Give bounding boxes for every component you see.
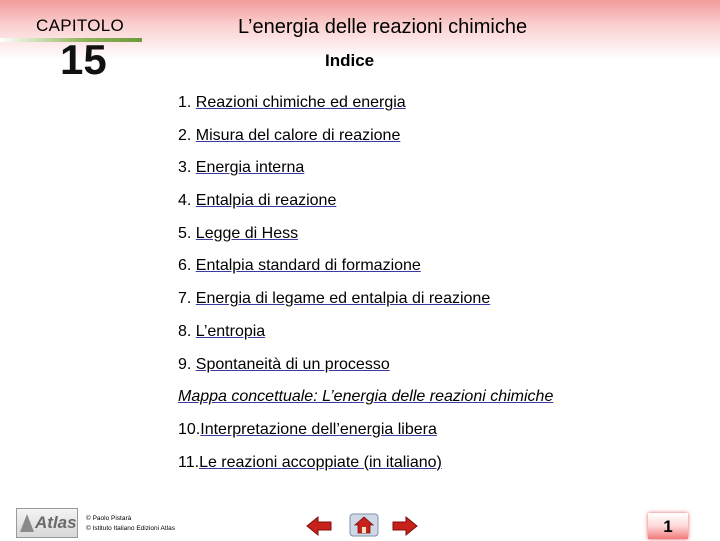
toc-item-number: 5. <box>178 224 196 242</box>
toc-item-number: 6. <box>178 257 196 275</box>
arrow-right-icon <box>391 515 419 537</box>
chapter-number: 15 <box>60 36 107 83</box>
page-title: L’energia delle reazioni chimiche <box>238 16 528 38</box>
atlas-logo <box>16 508 78 538</box>
toc-link-8[interactable]: L’entropia <box>195 322 266 340</box>
toc-item-5 <box>178 225 553 258</box>
table-of-contents <box>178 94 553 486</box>
toc-link-4[interactable]: Entalpia di reazione <box>195 192 337 210</box>
toc-item-number: 2. <box>178 126 196 144</box>
chapter-label: CAPITOLO <box>36 16 125 35</box>
home-button[interactable] <box>349 513 379 537</box>
toc-link-10[interactable]: Interpretazione dell’energia libera <box>200 420 437 438</box>
toc-item-11 <box>178 454 553 487</box>
credit-author: © Paolo Pistarà <box>86 515 132 522</box>
toc-item-number: 4. <box>178 192 196 210</box>
toc-link-6[interactable]: Entalpia standard di formazione <box>195 257 421 275</box>
toc-item-7 <box>178 290 553 323</box>
logo-mark-icon <box>20 514 34 532</box>
toc-item-2 <box>178 127 553 160</box>
toc-link-3[interactable]: Energia interna <box>195 159 305 177</box>
credits <box>86 514 175 534</box>
toc-link-concept-map[interactable]: Mappa concettuale: L’energia delle reazioni chimiche <box>178 388 554 406</box>
logo-text: Atlas <box>35 513 77 532</box>
page-subtitle: Indice <box>325 51 375 70</box>
toc-item-number: 9. <box>178 355 196 373</box>
toc-item-1 <box>178 94 553 127</box>
credit-publisher: © Istituto Italiano Edizioni Atlas <box>86 525 175 532</box>
toc-item-9 <box>178 356 553 389</box>
toc-item-3 <box>178 159 553 192</box>
toc-item-8 <box>178 323 553 356</box>
toc-item-number: 8. <box>178 322 196 340</box>
toc-link-11[interactable]: Le reazioni accoppiate (in italiano) <box>199 453 442 471</box>
previous-button[interactable] <box>305 515 333 537</box>
toc-link-2[interactable]: Misura del calore di reazione <box>195 126 401 144</box>
toc-item-10 <box>178 421 553 454</box>
toc-item-number: 1. <box>178 94 196 111</box>
toc-item-6 <box>178 257 553 290</box>
toc-item-concept-map <box>178 388 553 421</box>
toc-item-4 <box>178 192 553 225</box>
toc-link-9[interactable]: Spontaneità di un processo <box>195 355 390 373</box>
toc-item-number: 10. <box>178 420 201 438</box>
toc-item-number: 3. <box>178 159 196 177</box>
toc-item-number: 7. <box>178 290 196 308</box>
toc-link-5[interactable]: Legge di Hess <box>195 224 299 242</box>
toc-item-number: 11. <box>178 453 200 471</box>
next-button[interactable] <box>391 515 419 537</box>
page-number: 1 <box>648 513 688 539</box>
toc-link-7[interactable]: Energia di legame ed entalpia di reazione <box>195 290 491 308</box>
arrow-left-icon <box>305 515 333 537</box>
toc-link-1[interactable]: Reazioni chimiche ed energia <box>195 94 406 111</box>
home-icon <box>349 513 379 537</box>
